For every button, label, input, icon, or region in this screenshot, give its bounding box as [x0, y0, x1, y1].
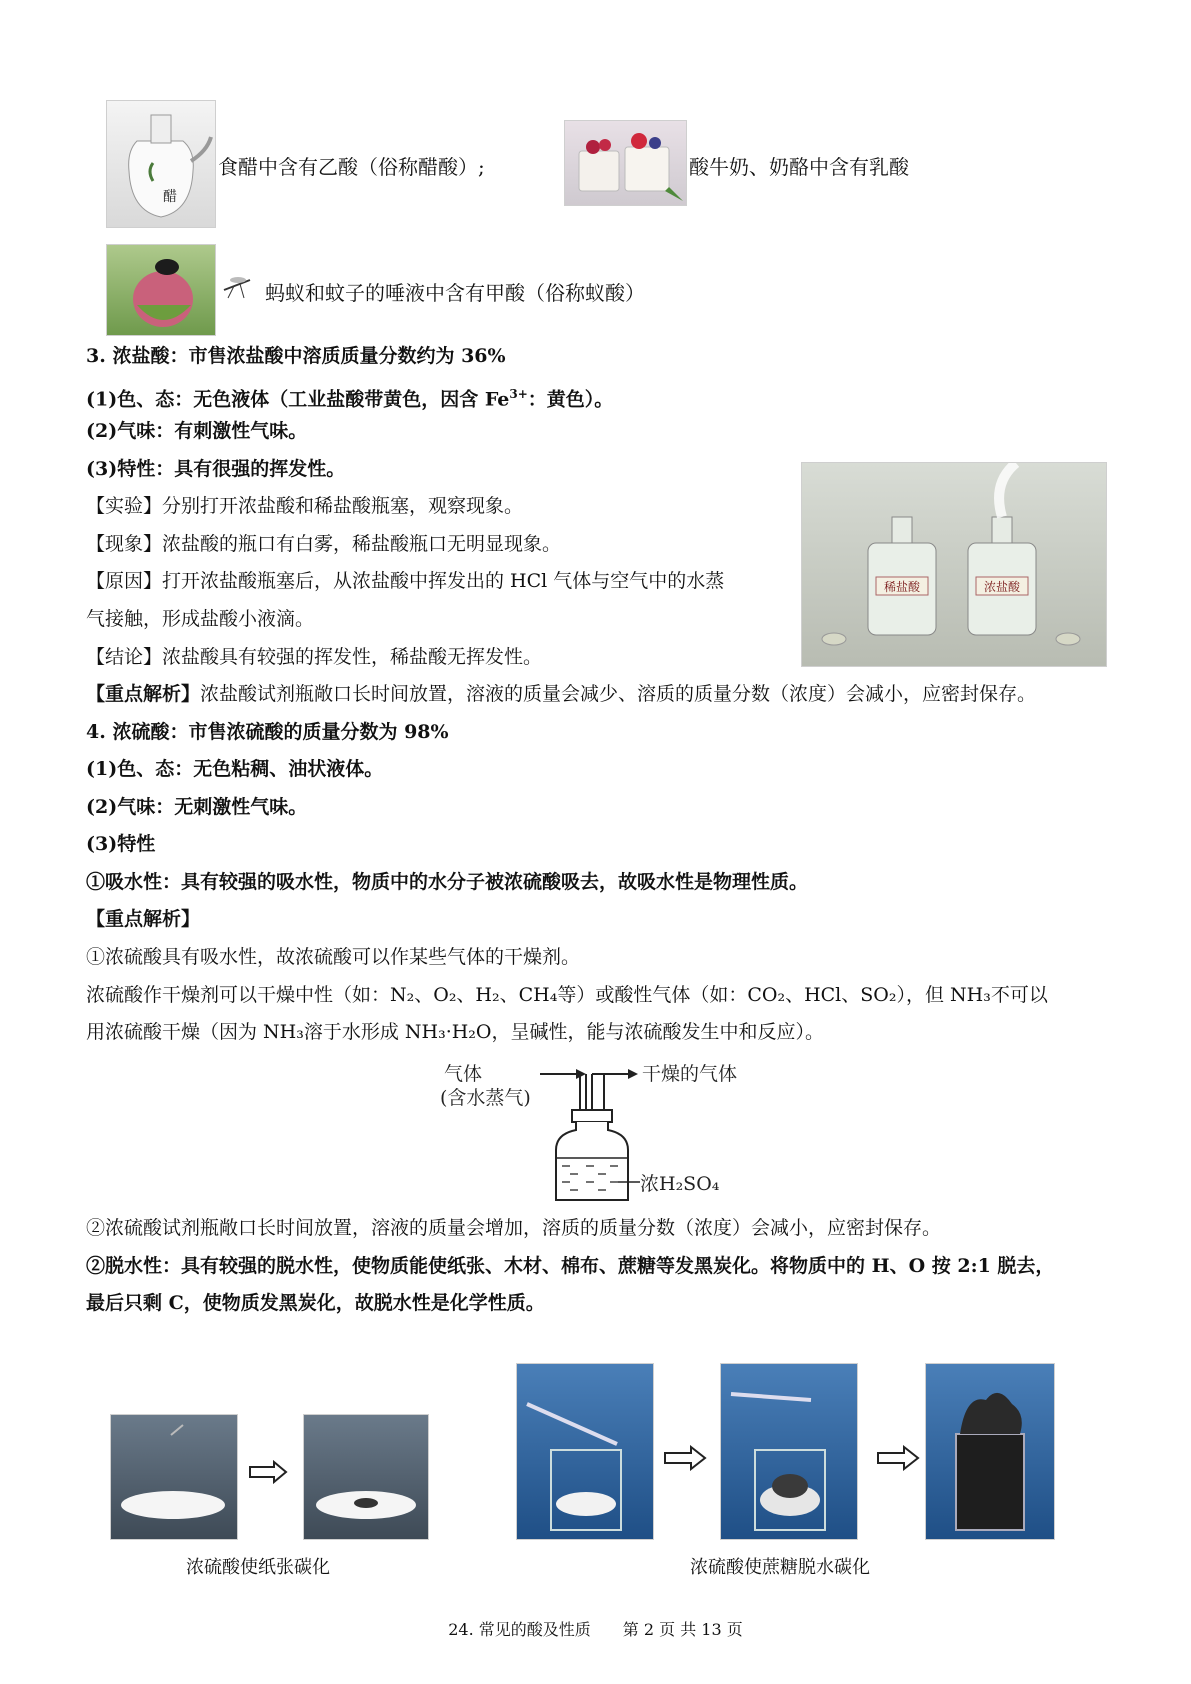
h2so4-property: (3)特性 — [86, 833, 156, 855]
h2so4-heading: 4. 浓硫酸：市售浓硫酸的质量分数为 98% — [86, 721, 449, 743]
arrow-right-icon — [876, 1445, 920, 1475]
hcl-heading: 3. 浓盐酸：市售浓盐酸中溶质质量分数约为 36% — [86, 345, 506, 367]
hcl-smell: (2)气味：有刺激性气味。 — [86, 420, 308, 442]
bottle-conc-label: 浓盐酸 — [983, 580, 1021, 594]
hcl-fe-charge: 3+ — [509, 387, 528, 401]
vinegar-label-text: 醋 — [163, 189, 177, 205]
yogurt-photo — [564, 120, 687, 206]
diagram-acid-label: 浓H₂SO₄ — [640, 1173, 720, 1195]
sugar-step3-photo — [925, 1363, 1055, 1540]
sugar-step2-photo — [720, 1363, 858, 1540]
hcl-reason-line2: 气接触，形成盐酸小液滴。 — [86, 608, 315, 630]
ant-flower-bud-photo — [106, 244, 216, 336]
hcl-key-analysis — [86, 681, 1036, 707]
hcl-color-state-b: ：黄色）。 — [527, 388, 614, 411]
h2so4-smell: (2)气味：无刺激性气味。 — [86, 796, 308, 818]
ant-caption: 蚂蚁和蚊子的唾液中含有甲酸（俗称蚁酸） — [265, 281, 645, 305]
arrow-right-icon — [248, 1460, 288, 1488]
drying-bottle-diagram — [440, 1058, 760, 1208]
diagram-gas-in-1: 气体 — [444, 1063, 483, 1085]
h2so4-color-state: (1)色、态：无色粘稠、油状液体。 — [86, 758, 384, 780]
h2so4-absorb: ①吸水性：具有较强的吸水性，物质中的水分子被浓硫酸吸去，故吸水性是物理性质。 — [86, 871, 809, 893]
mosquito-icon — [220, 272, 256, 300]
hcl-experiment: 【实验】分别打开浓盐酸和稀盐酸瓶塞，观察现象。 — [86, 495, 524, 517]
paper-before-photo — [110, 1414, 238, 1540]
h2so4-key-label: 【重点解析】 — [86, 908, 201, 930]
paper-caption: 浓硫酸使纸张碳化 — [186, 1557, 330, 1578]
bottle-dilute-label: 稀盐酸 — [883, 580, 921, 594]
hcl-color-state — [86, 381, 613, 412]
hcl-conclusion: 【结论】浓盐酸具有较强的挥发性，稀盐酸无挥发性。 — [86, 646, 543, 668]
paper-after-photo — [303, 1414, 429, 1540]
sugar-caption: 浓硫酸使蔗糖脱水碳化 — [690, 1557, 870, 1578]
h2so4-note1: ①浓硫酸具有吸水性，故浓硫酸可以作某些气体的干燥剂。 — [86, 946, 581, 968]
diagram-gas-out: 干燥的气体 — [642, 1063, 738, 1085]
h2so4-note2-line2: 用浓硫酸干燥（因为 NH₃溶于水形成 NH₃·H₂O，呈碱性，能与浓硫酸发生中和反应）。 — [86, 1021, 825, 1043]
hcl-color-state-a: (1)色、态：无色液体（工业盐酸带黄色，因含 Fe — [86, 388, 510, 411]
hcl-key-text: 浓盐酸试剂瓶敞口长时间放置，溶液的质量会减少、溶质的质量分数（浓度）会减小，应密封保存。 — [200, 683, 1037, 705]
yogurt-caption: 酸牛奶、奶酪中含有乳酸 — [689, 155, 909, 179]
vinegar-caption: 食醋中含有乙酸（俗称醋酸）; — [218, 155, 485, 179]
sugar-step1-photo — [516, 1363, 654, 1540]
hcl-reason-line1: 【原因】打开浓盐酸瓶塞后，从浓盐酸中挥发出的 HCl 气体与空气中的水蒸 — [86, 570, 725, 592]
hcl-bottles-photo — [801, 462, 1107, 667]
diagram-gas-in-2: (含水蒸气) — [440, 1087, 531, 1109]
arrow-right-icon — [663, 1445, 707, 1475]
h2so4-dehydrate-line1: ②脱水性：具有较强的脱水性，使物质能使纸张、木材、棉布、蔗糖等发黑炭化。将物质中的 H、O 按 2:1 脱去， — [86, 1255, 1055, 1277]
hcl-key-label: 【重点解析】 — [86, 683, 201, 705]
page-footer: 24. 常见的酸及性质 第 2 页 共 13 页 — [448, 1620, 743, 1639]
vinegar-bottle-photo — [106, 100, 216, 228]
h2so4-dehydrate-line2: 最后只剩 C，使物质发黑炭化，故脱水性是化学性质。 — [86, 1292, 545, 1314]
h2so4-note3: ②浓硫酸试剂瓶敞口长时间放置，溶液的质量会增加，溶质的质量分数（浓度）会减小，应密封保存。 — [86, 1217, 942, 1239]
h2so4-note2-line1: 浓硫酸作干燥剂可以干燥中性（如：N₂、O₂、H₂、CH₄等）或酸性气体（如：CO₂、HCl、SO₂），但 NH₃不可以 — [86, 984, 1048, 1006]
hcl-phenomenon: 【现象】浓盐酸的瓶口有白雾，稀盐酸瓶口无明显现象。 — [86, 533, 562, 555]
hcl-property: (3)特性：具有很强的挥发性。 — [86, 458, 346, 480]
